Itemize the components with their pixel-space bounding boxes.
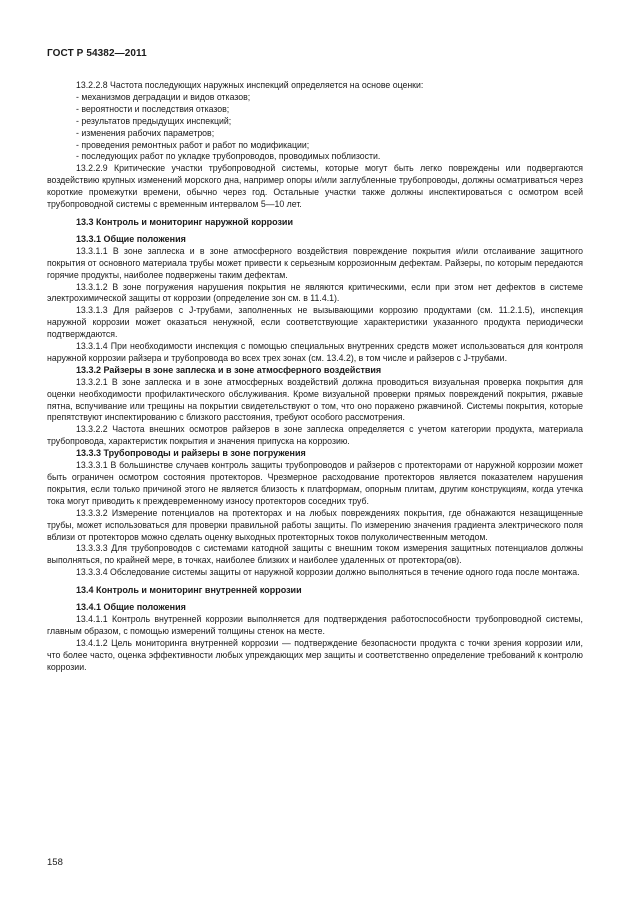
paragraph: 13.3.1.2 В зоне погружения нарушения покрытия не являются критическими, если при этом нет дефектов в системе электрохимической защиты от коррозии (определение зон см. в 11.4.1). — [47, 281, 583, 304]
paragraph: 13.3.3.1 В большинстве случаев контроль защиты трубопроводов и райзеров с протекторами от наружной коррозии может быть ограничен осмотром состояния протекторов. Чрезмерное расходование протекторов является показателем нарушения покрытия, если только причиной этого не является близость к платформам, опорным плитам, другим конструкциям, когда утечка тока могут приводить к преждевременному износу протекторов соседних труб. — [47, 460, 583, 506]
paragraph: 13.4.1.2 Цель мониторинга внутренней коррозии — подтверждение безопасности продукта с точки зрения коррозии или, что более часто, оценка эффективности любых упреждающих мер защиты и соответственно определение требований к контролю коррозии. — [47, 637, 583, 672]
paragraph: 13.2.2.8 Частота последующих наружных инспекций определяется на основе оценки: — [76, 80, 424, 90]
list-item: - последующих работ по укладке трубопроводов, проводимых поблизости. — [76, 151, 381, 162]
section-heading: 13.3 Контроль и мониторинг наружной коррозии — [76, 216, 293, 227]
paragraph: 13.3.2.2 Частота внешних осмотров райзеров в зоне заплеска определяется с учетом категории продукта, материала трубопровода, характеристик покрытия и значения припуска на коррозию. — [47, 424, 583, 447]
section-heading: 13.4 Контроль и мониторинг внутренней коррозии — [76, 585, 302, 596]
list-item: - результатов предыдущих инспекций; — [76, 115, 232, 126]
subsection-heading: 13.4.1 Общие положения — [76, 602, 186, 613]
document-body — [47, 80, 583, 674]
subsection-heading: 13.3.2 Райзеры в зоне заплеска и в зоне атмосферного воздействия — [76, 364, 382, 375]
paragraph: 13.3.1.3 Для райзеров с J-трубами, заполненных не вызывающими коррозию продуктами (см. 11.2.1.5), инспекция наружной коррозии может оказаться ненужной, если соответствующие характеристики указанного продукта периодически подтверждаются. — [47, 305, 583, 340]
paragraph: 13.3.3.3 Для трубопроводов с системами катодной защиты с внешним током измерения защитных потенциалов должны выполняться, по крайней мере, в точках, наиболее близких и наиболее удаленных от протектора(ов). — [47, 543, 583, 566]
subsection-heading: 13.3.1 Общие положения — [76, 233, 186, 244]
paragraph: 13.2.2.9 Критические участки трубопроводной системы, которые могут быть легко повреждены или подвергаются воздействию крупных изменений морского дна, например опоры и/или заглубленные трубопроводы, должны осматриваться через короткие промежутки времени, обычно через год. Остальные участки также должны инспектироваться с осмотром всей трубопроводной системы с временным интервалом 5—10 лет. — [47, 163, 583, 210]
paragraph: 13.4.1.1 Контроль внутренней коррозии выполняется для подтверждения работоспособности трубопроводной системы, главным образом, с помощью измерений толщины стенок на месте. — [47, 613, 583, 636]
paragraph: 13.3.2.1 В зоне заплеска и в зоне атмосферных воздействий должна проводиться визуальная проверка покрытия для оценки необходимости профилактического обслуживания. Кроме визуальной проверки прямых повреждений покрытия, ржавые пятна, вспучивание или трещины на покрытии свидетельствуют о том, что оно поражено ржавчиной. Системы покрытия, которые препятствуют инспектированию с близкого расстояния, требуют особого рассмотрения. — [47, 376, 583, 423]
paragraph: 13.3.3.2 Измерение потенциалов на протекторах и на любых повреждениях покрытия, где обнажаются незащищенные трубы, может использоваться для проверки правильной работы защиты. По измерению значения градиента электрического поля вблизи от протекторов можно сделать оценку выходных протекторных токов полуколичественным методом. — [47, 507, 583, 542]
page-number: 158 — [47, 857, 63, 868]
paragraph: 13.3.3.4 Обследование системы защиты от наружной коррозии должно выполняться в течение одного года после монтажа. — [76, 567, 580, 578]
paragraph: 13.3.1.1 В зоне заплеска и в зоне атмосферного воздействия повреждение покрытия и/или отслаивание защитного покрытия от основного материала трубы может привести к серьезным коррозионным дефектам. Райзеры, по которым передаются горячие продукты, наиболее подвержены таким дефектам. — [47, 245, 583, 280]
list-item: - изменения рабочих параметров; — [76, 127, 215, 138]
page-header: ГОСТ Р 54382—2011 — [47, 48, 147, 59]
list-item: - механизмов деградации и видов отказов; — [76, 91, 251, 102]
list-item: - проведения ремонтных работ и работ по модификации; — [76, 139, 310, 150]
list-item: - вероятности и последствия отказов; — [76, 103, 230, 114]
paragraph: 13.3.1.4 При необходимости инспекция с помощью специальных внутренних средств может использоваться для контроля наружной коррозии райзера и трубопровода во всех трех зонах (см. 13.4.2), в том числе и райзеров с J-трубами. — [47, 341, 583, 363]
subsection-heading: 13.3.3 Трубопроводы и райзеры в зоне погружения — [76, 448, 306, 459]
